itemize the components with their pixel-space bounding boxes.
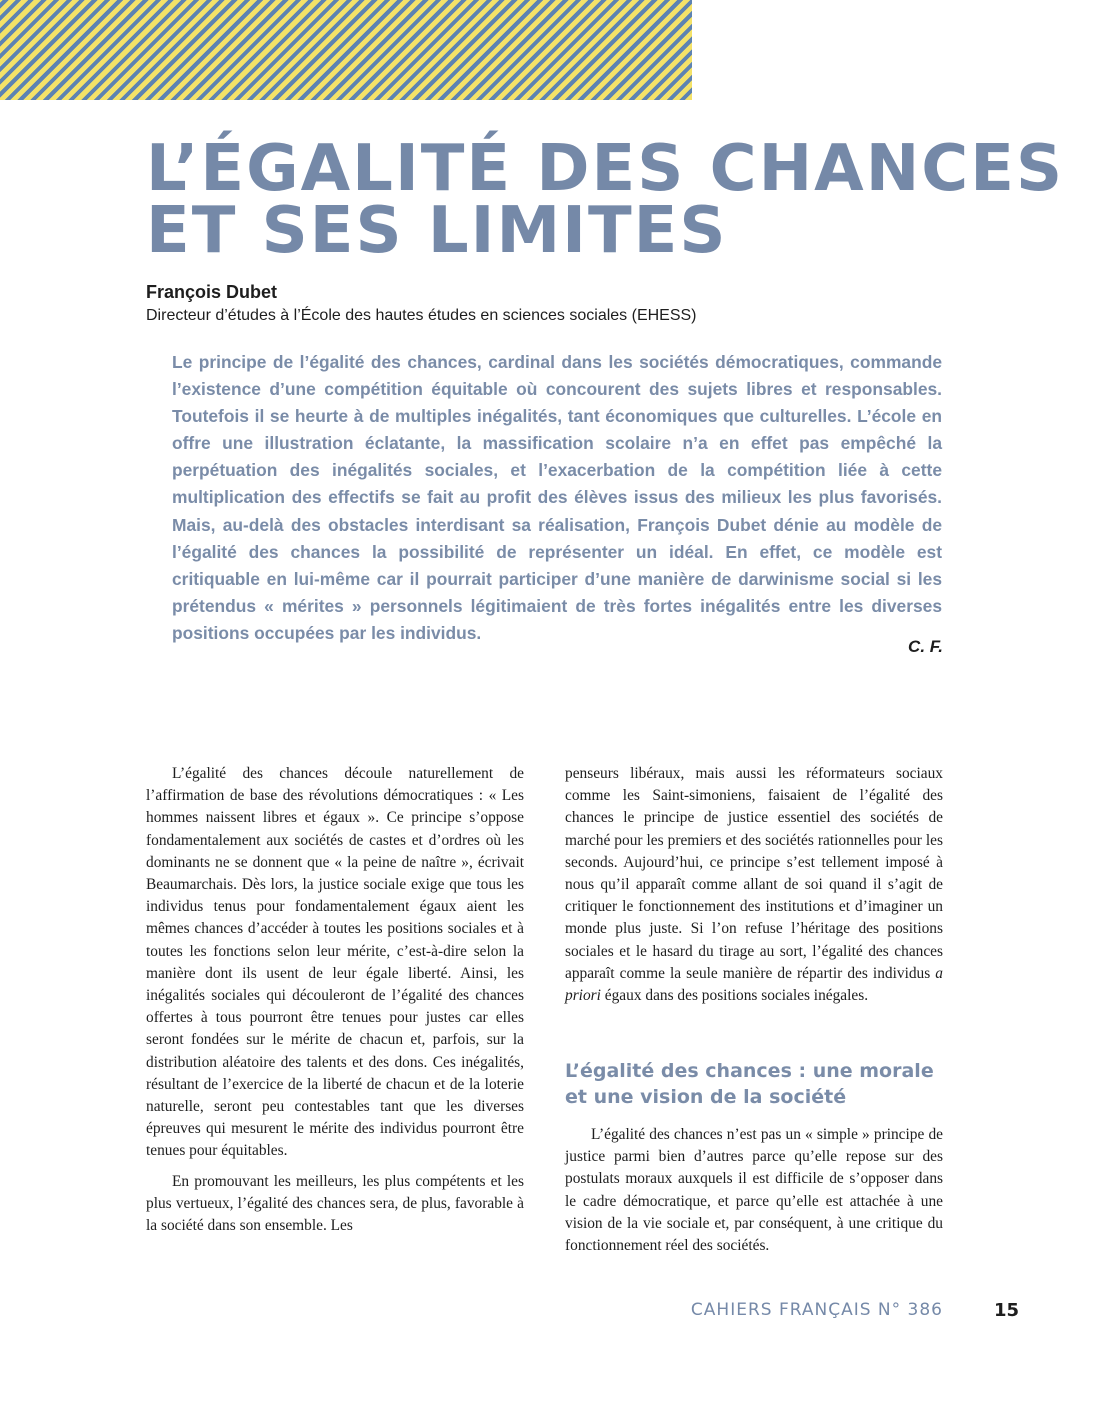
title-line-2: ET SES LIMITES: [146, 194, 728, 268]
paragraph: L’égalité des chances n’est pas un « simple » principe de justice parmi bien d’autres parce qu’elle repose sur des postulats moraux auxquels il est difficile de s’opposer dans le cadre démocratique, et parce qu’elle est attachée à une vision de la vie sociale et, par conséquent, à une critique du fonctionnement réel des sociétés.: [565, 1126, 943, 1255]
abstract-signature: C. F.: [908, 637, 943, 656]
paragraph-text: égaux dans des positions sociales inégales.: [604, 987, 869, 1005]
author-affiliation: Directeur d’études à l’École des hautes études en sciences sociales (EHESS): [146, 307, 697, 324]
striped-banner: [0, 0, 692, 100]
italic-term: a priori: [565, 964, 943, 1005]
paragraph: [565, 763, 943, 1007]
paragraph-text: penseurs libéraux, mais aussi les réformateurs sociaux comme les Saint-simoniens, faisaient de l’égalité des chances le principe de justice essentiel des sociétés de marché pour les premiers et des sociétés rationnelles pour les seconds. Aujourd’hui, ce principe s’est tellement imposé à nous qu’il apparaît comme allant de soi quand il s’agit de critiquer le fonctionnement des institutions et d’imaginer un monde plus juste. Si l’on refuse l’héritage des positions sociales et le hasard du tirage au sort, l’égalité des chances apparaît comme la seule manière de répartir des individus: [565, 765, 943, 982]
body-column-left: [146, 763, 524, 1237]
paragraph: L’égalité des chances découle naturellement de l’affirmation de base des révolutions démocratiques : « Les hommes naissent libres et égaux ». Ce principe s’oppose fondamentalement aux sociétés de castes et d’ordres où les dominants ne se donnent que « la peine de naître », écrivait Beaumarchais. Dès lors, la justice sociale exige que tous les individus tenus pour fondamentalement égaux aient les mêmes chances d’accéder à toutes les positions sociales et à toutes les fonctions selon leur mérite, c’est-à-dire selon la manière dont ils usent de leur égale liberté. Ainsi, les inégalités sociales qui découleront de l’égalité des chances offertes à tous pourront être tenues pour justes car elles seront fondées sur le mérite de chacun et, parfois, sur la distribution aléatoire des talents et des dons. Ces inégalités, résultant de l’exercice de la liberté de chacun et de la loterie naturelle, seront peu contestables tant que les diverses épreuves qui mesurent le mérite des individus pourront être tenues pour équitables.: [146, 765, 524, 1160]
section-heading: L’égalité des chances : une morale et une vision de la société: [565, 1060, 934, 1108]
body-column-right: [565, 763, 943, 1007]
page-number: 15: [994, 1300, 1020, 1321]
author-name: François Dubet: [146, 282, 278, 302]
body-column-right-section: [565, 1124, 943, 1257]
paragraph: En promouvant les meilleurs, les plus compétents et les plus vertueux, l’égalité des chances sera, de plus, favorable à la société dans son ensemble. Les: [146, 1172, 524, 1235]
title-line-1: L’ÉGALITÉ DES CHANCES: [146, 132, 1065, 206]
journal-name: CAHIERS FRANÇAIS N° 386: [690, 1300, 943, 1320]
abstract: Le principe de l’égalité des chances, cardinal dans les sociétés démocratiques, commande l’existence d’une compétition équitable où concourent des sujets libres et responsables. Toutefois il se heurte à de multiples inégalités, tant économiques que culturelles. L’école en offre une illustration éclatante, la massification scolaire n’a en effet pas empêché la perpétuation des inégalités sociales, et l’exacerbation de la compétition liée à cette multiplication des effectifs se fait au profit des élèves issus des milieux les plus favorisés. Mais, au-delà des obstacles interdisant sa réalisation, François Dubet dénie au modèle de l’égalité des chances la possibilité de représenter un idéal. En effet, ce modèle est critiquable en lui-même car il pourrait participer d’une manière de darwinisme social si les prétendus « mérites » personnels légitimaient de très fortes inégalités entre les diverses positions occupées par les individus.: [172, 352, 942, 643]
article-title: [146, 132, 1065, 268]
